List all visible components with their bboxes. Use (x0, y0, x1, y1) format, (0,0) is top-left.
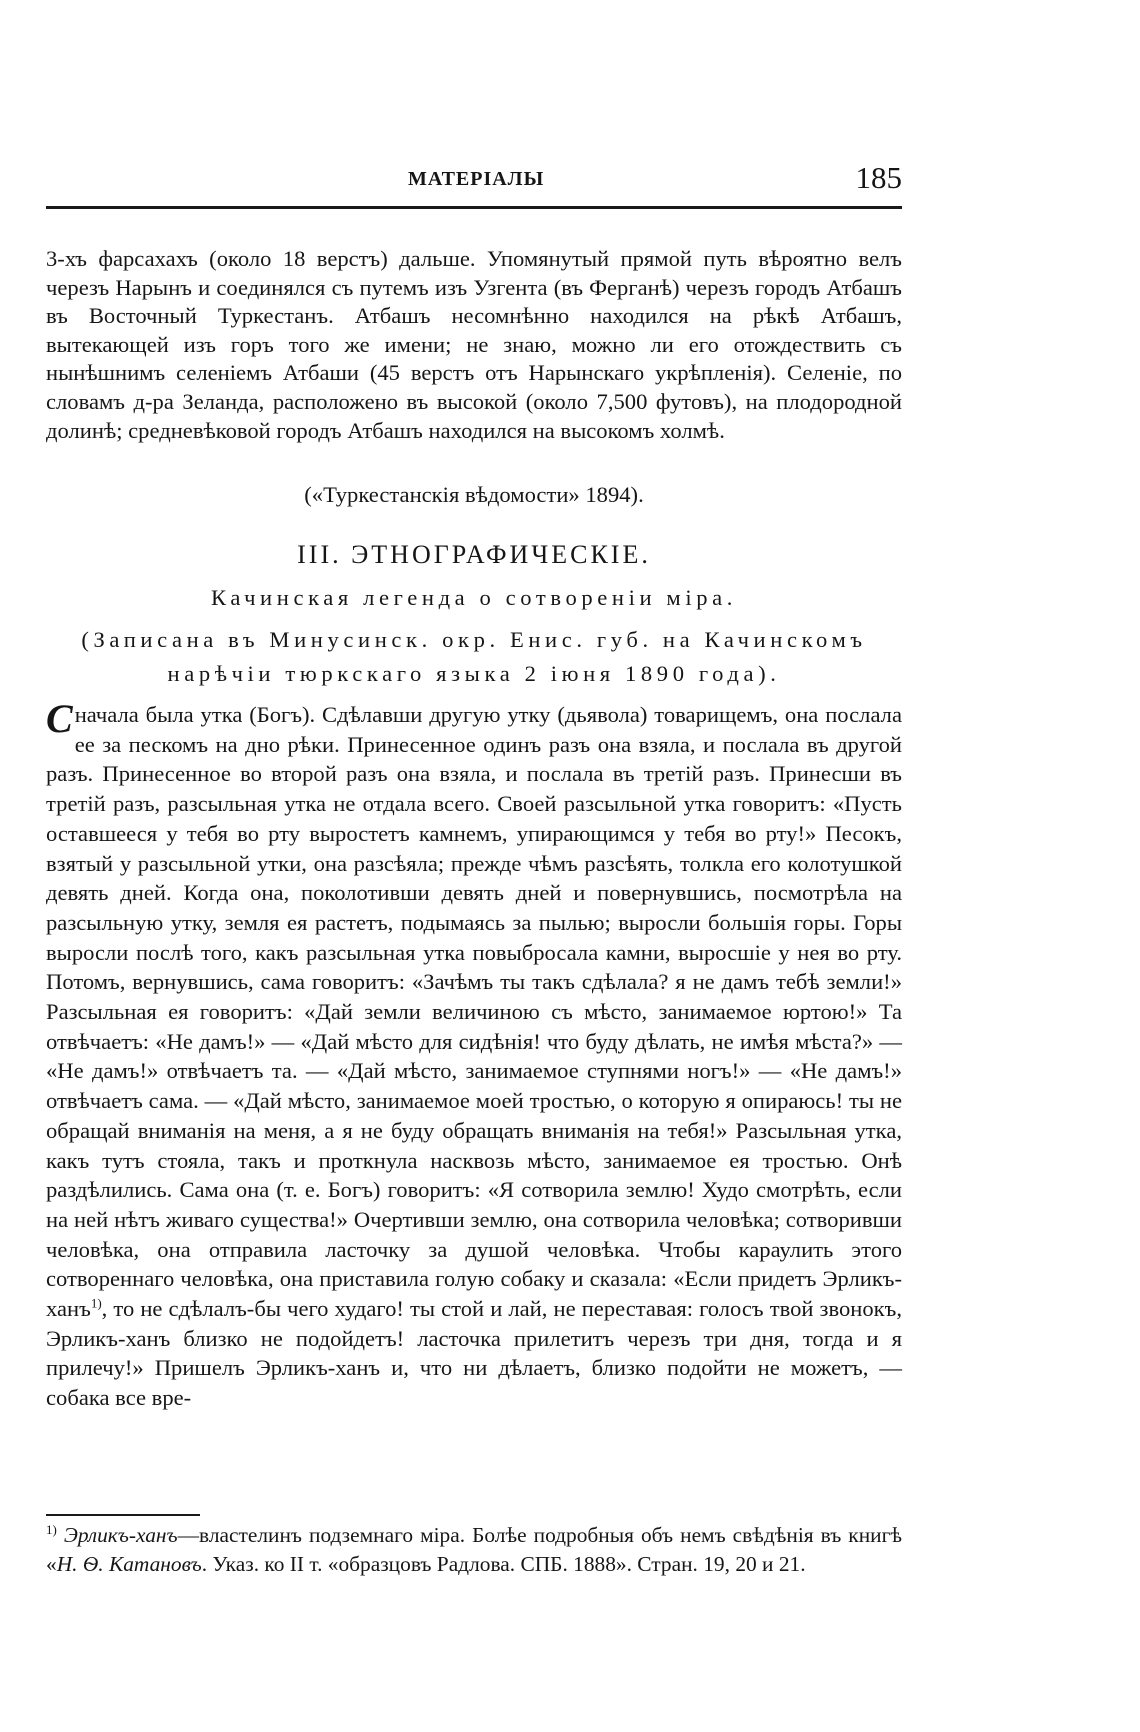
story-text-part-1: начала была утка (Богъ). Сдѣлавши другую утку (дьявола) товарищемъ, она послала ее за пескомъ на дно рѣки. Принесенное одинъ разъ она взяла, и послала въ другой разъ. Принесенное во второй разъ она взяла, и послала въ третій разъ. Принесши въ третій разъ, разсыльная утка не отдала всего. Своей разсыльной утка говоритъ: «Пусть оставшееся у тебя во рту выростетъ камнемъ, упирающимся у тебя во рту!» Песокъ, взятый у разсыльной утки, она разсѣяла; прежде чѣмъ разсѣять, толкла его колотушкой девять дней. Когда она, поколотивши девять дней и повернувшись, посмотрѣла на разсыльную утку, земля ея растетъ, подымаясь за пылью; выросли большія горы. Горы выросли послѣ того, какъ разсыльная утка повыбросала камни, выросшіе у нея во рту. Потомъ, вернувшись, сама говоритъ: «Зачѣмъ ты такъ сдѣлала? я не дамъ тебѣ земли!» Разсыльная ея говоритъ: «Дай земли величиною съ мѣсто, занимаемое юртою!» Та отвѣчаетъ: «Не дамъ!» — «Дай мѣсто для сидѣнія! что буду дѣлать, не имѣя мѣста?» — «Не дамъ!» отвѣчаетъ та. — «Дай мѣсто, занимаемое ступнями ногъ!» — «Не дамъ!» отвѣчаетъ сама. — «Дай мѣсто, занимаемое моей тростью, о которую я опираюсь! ты не обращай вниманія на меня, а я не буду обращать вниманія на тебя!» Разсыльная утка, какъ тутъ стояла, такъ и проткнула насквозь мѣсто, занимаемое ея тростью. Онѣ раздѣлились. Сама она (т. е. Богъ) говоритъ: «Я сотворила землю! Худо смотрѣть, если на ней нѣтъ живаго существа!» Очертивши землю, она сотворила человѣка; сотворивши человѣка, она отправила ласточку за душой человѣка. Чтобы караулить этого сотвореннаго человѣка, она приставила голую собаку и сказала: «Если придетъ Эрликъ-ханъ (46, 702, 902, 1322)
legend-story (46, 696, 902, 1413)
legend-title: Качинская легенда о сотвореніи міра. (211, 585, 737, 610)
story-paragraph (46, 696, 902, 1413)
intro-source: («Туркестанскія вѣдомости» 1894). (304, 482, 644, 507)
story-text-part-2: , то не сдѣлалъ-бы чего худаго! ты стой и лай, не переставая: голосъ твой звонокъ, Эрликъ-ханъ близко не подойдетъ! ласточка прилетитъ черезъ три дня, тогда и я прилечу!» Пришелъ Эрликъ-ханъ и, что ни дѣлаетъ, близко подойти не можетъ, — собака все вре- (46, 1296, 902, 1411)
footnote-text-1: —властелинъ подземнаго міра. Болѣе подробныя объ немъ свѣдѣнія въ книгѣ « (46, 1523, 902, 1576)
section-title: III. ЭТНОГРАФИЧЕСКІЕ. (297, 540, 651, 569)
footnote (46, 1521, 902, 1579)
record-note (46, 623, 902, 691)
footnote-rule (46, 1514, 200, 1516)
footnote-text (46, 1521, 902, 1579)
footnote-mark: 1) (46, 1521, 57, 1537)
page-header (46, 162, 902, 202)
header-rule (46, 206, 902, 209)
record-note-line-2: нарѣчіи тюркскаго языка 2 іюня 1890 года). (167, 661, 781, 686)
intro-paragraph: 3-хъ фарсахахъ (около 18 верстъ) дальше. Упомянутый прямой путь вѣроятно велъ черезъ Нарынъ и соединялся съ путемъ изъ Узгента (въ Ферганѣ) черезъ городъ Атбашъ въ Восточный Туркестанъ. Атбашъ несомнѣнно находился на рѣкѣ Атбашъ, вытекающей изъ горъ того же имени; не знаю, можно ли его отождествить съ нынѣшнимъ селеніемъ Атбаши (45 верстъ отъ Нарынскаго укрѣпленія). Селеніе, по словамъ д-ра Зеланда, расположено въ высокой (около 7,500 футовъ), на плодородной долинѣ; средневѣковой городъ Атбашъ находился на высокомъ холмѣ. (46, 246, 902, 443)
page-number: 185 (855, 160, 902, 195)
drop-cap-initial: С (46, 696, 73, 741)
footnote-author: Н. Ѳ. Катановъ (56, 1552, 202, 1576)
record-note-line-1: (Записана въ Минусинск. окр. Енис. губ. на Качинскомъ (81, 627, 867, 652)
footnote-term: Эрликъ-ханъ (63, 1523, 178, 1547)
running-head: МАТЕРІАЛЫ (408, 168, 545, 190)
footnote-text-2: . Указ. ко II т. «образцовъ Радлова. СПБ. 1888». Стран. 19, 20 и 21. (201, 1552, 806, 1576)
intro-paragraph-block (46, 245, 902, 445)
footnote-reference: 1) (90, 1295, 102, 1311)
